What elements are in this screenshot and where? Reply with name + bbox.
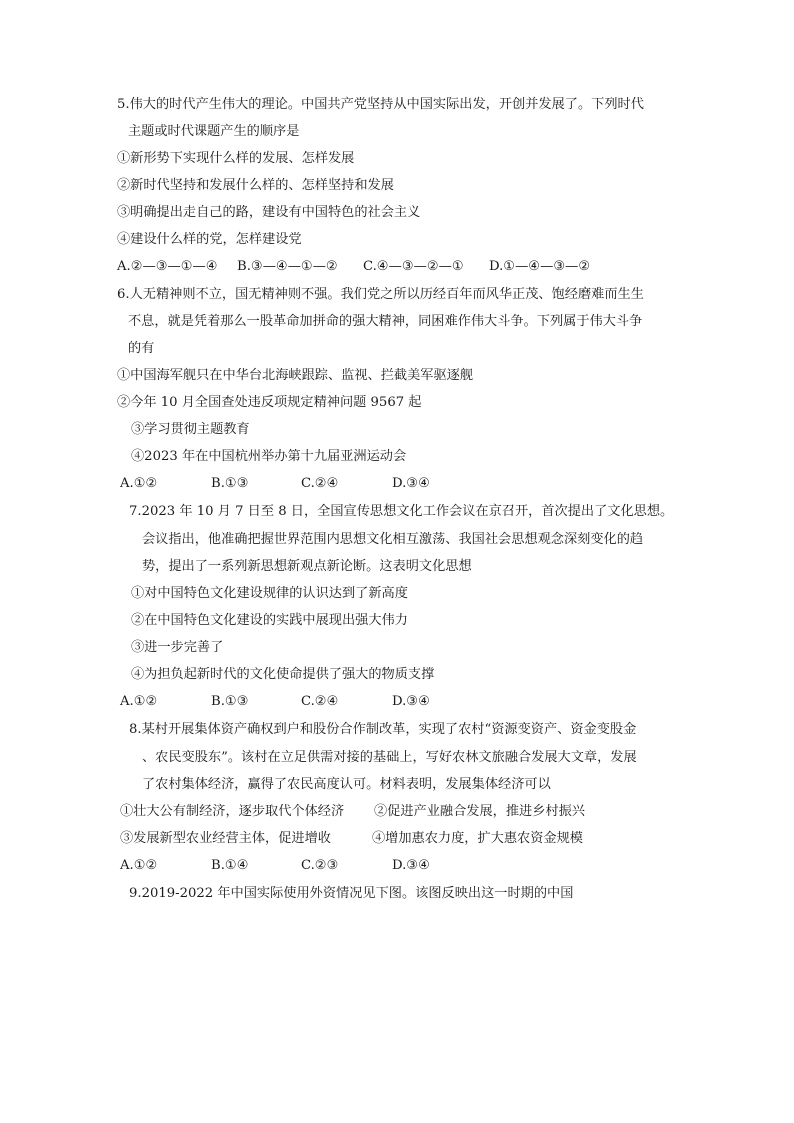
q8-stem-line-2: 、农民变股东”。该村在立足供需对接的基础上，写好农林文旅融合发展大文章，发展: [142, 750, 637, 765]
q5-item-1: ①新形势下实现什么样的发展、怎样发展: [117, 151, 355, 166]
q5-item-2: ②新时代坚持和发展什么样的、怎样坚持和发展: [117, 178, 394, 193]
q7-item-2: ②在中国特色文化建设的实践中展现出强大伟力: [131, 613, 408, 628]
q8-option-a: A.①②: [120, 858, 158, 873]
q7-stem-line-3: 势，提出了一系列新思想新观点新论断。这表明文化思想: [142, 559, 472, 574]
q8-item-2: ②促进产业融合发展，推进乡村振兴: [374, 804, 585, 819]
q5-stem-line-1: 5.伟大的时代产生伟大的理论。中国共产党坚持从中国实际出发，开创并发展了。下列时代: [117, 97, 644, 112]
q5-stem-line-2: 主题或时代课题产生的顺序是: [128, 124, 300, 139]
q7-option-a: A.①②: [120, 694, 158, 709]
q7-option-b: B.①③: [211, 694, 249, 709]
q7-option-d: D.③④: [392, 694, 430, 709]
q7-option-c: C.②④: [301, 694, 339, 709]
q9-stem-line-1: 9.2019-2022 年中国实际使用外资情况见下图。该图反映出这一时期的中国: [129, 886, 574, 901]
q6-item-3: ③学习贯彻主题教育: [131, 422, 250, 437]
q6-option-c: C.②④: [301, 476, 339, 491]
q8-option-c: C.②③: [301, 858, 339, 873]
q6-option-d: D.③④: [392, 476, 430, 491]
q5-item-3: ③明确提出走自己的路，建设有中国特色的社会主义: [117, 205, 421, 220]
q8-item-1: ①壮大公有制经济，逐步取代个体经济: [120, 804, 345, 819]
q6-option-b: B.①③: [211, 476, 249, 491]
q7-stem-line-2: 会议指出，他准确把握世界范围内思想文化相互激荡、我国社会思想观念深刻变化的趋: [142, 532, 644, 547]
q5-option-c: C.④—③—②—①: [363, 259, 464, 274]
q8-item-4: ④增加惠农力度，扩大惠农资金规模: [372, 831, 583, 846]
q8-option-b: B.①④: [211, 858, 249, 873]
q8-stem-line-3: 了农村集体经济，赢得了农民高度认可。材料表明，发展集体经济可以: [142, 777, 551, 792]
q5-option-b: B.③—④—①—②: [237, 259, 338, 274]
q7-item-3: ③进一步完善了: [131, 640, 224, 655]
q7-item-1: ①对中国特色文化建设规律的认识达到了新高度: [131, 586, 408, 601]
q7-stem-line-1: 7.2023 年 10 月 7 日至 8 日，全国宣传思想文化工作会议在京召开，首次提出了文化思想。: [129, 504, 674, 519]
q6-stem-line-2: 不息，就是凭着那么一股革命加拼命的强大精神，同困难作伟大斗争。下列属于伟大斗争: [128, 314, 643, 329]
q8-option-d: D.③④: [392, 858, 430, 873]
q7-item-4: ④为担负起新时代的文化使命提供了强大的物质支撑: [131, 667, 435, 682]
q6-stem-line-1: 6.人无精神则不立，国无精神则不强。我们党之所以历经百年而风华正茂、饱经磨难而生生: [117, 287, 644, 302]
q5-option-a: A.②—③—①—④: [117, 259, 218, 274]
q6-option-a: A.①②: [120, 476, 158, 491]
q5-option-d: D.①—④—③—②: [489, 259, 591, 274]
q6-item-1: ①中国海军舰只在中华台北海峡跟踪、监视、拦截美军驱逐舰: [117, 368, 474, 383]
q8-item-3: ③发展新型农业经营主体，促进增收: [120, 831, 331, 846]
q6-item-2: ②今年 10 月全国查处违反项规定精神问题 9567 起: [117, 395, 422, 410]
q8-stem-line-1: 8.某村开展集体资产确权到户和股份合作制改革，实现了农村“资源变资产、资金变股金: [129, 722, 637, 737]
q6-stem-line-3: 的有: [128, 341, 155, 356]
q6-item-4: ④2023 年在中国杭州举办第十九届亚洲运动会: [131, 449, 407, 464]
q5-item-4: ④建设什么样的党，怎样建设党: [117, 232, 302, 247]
